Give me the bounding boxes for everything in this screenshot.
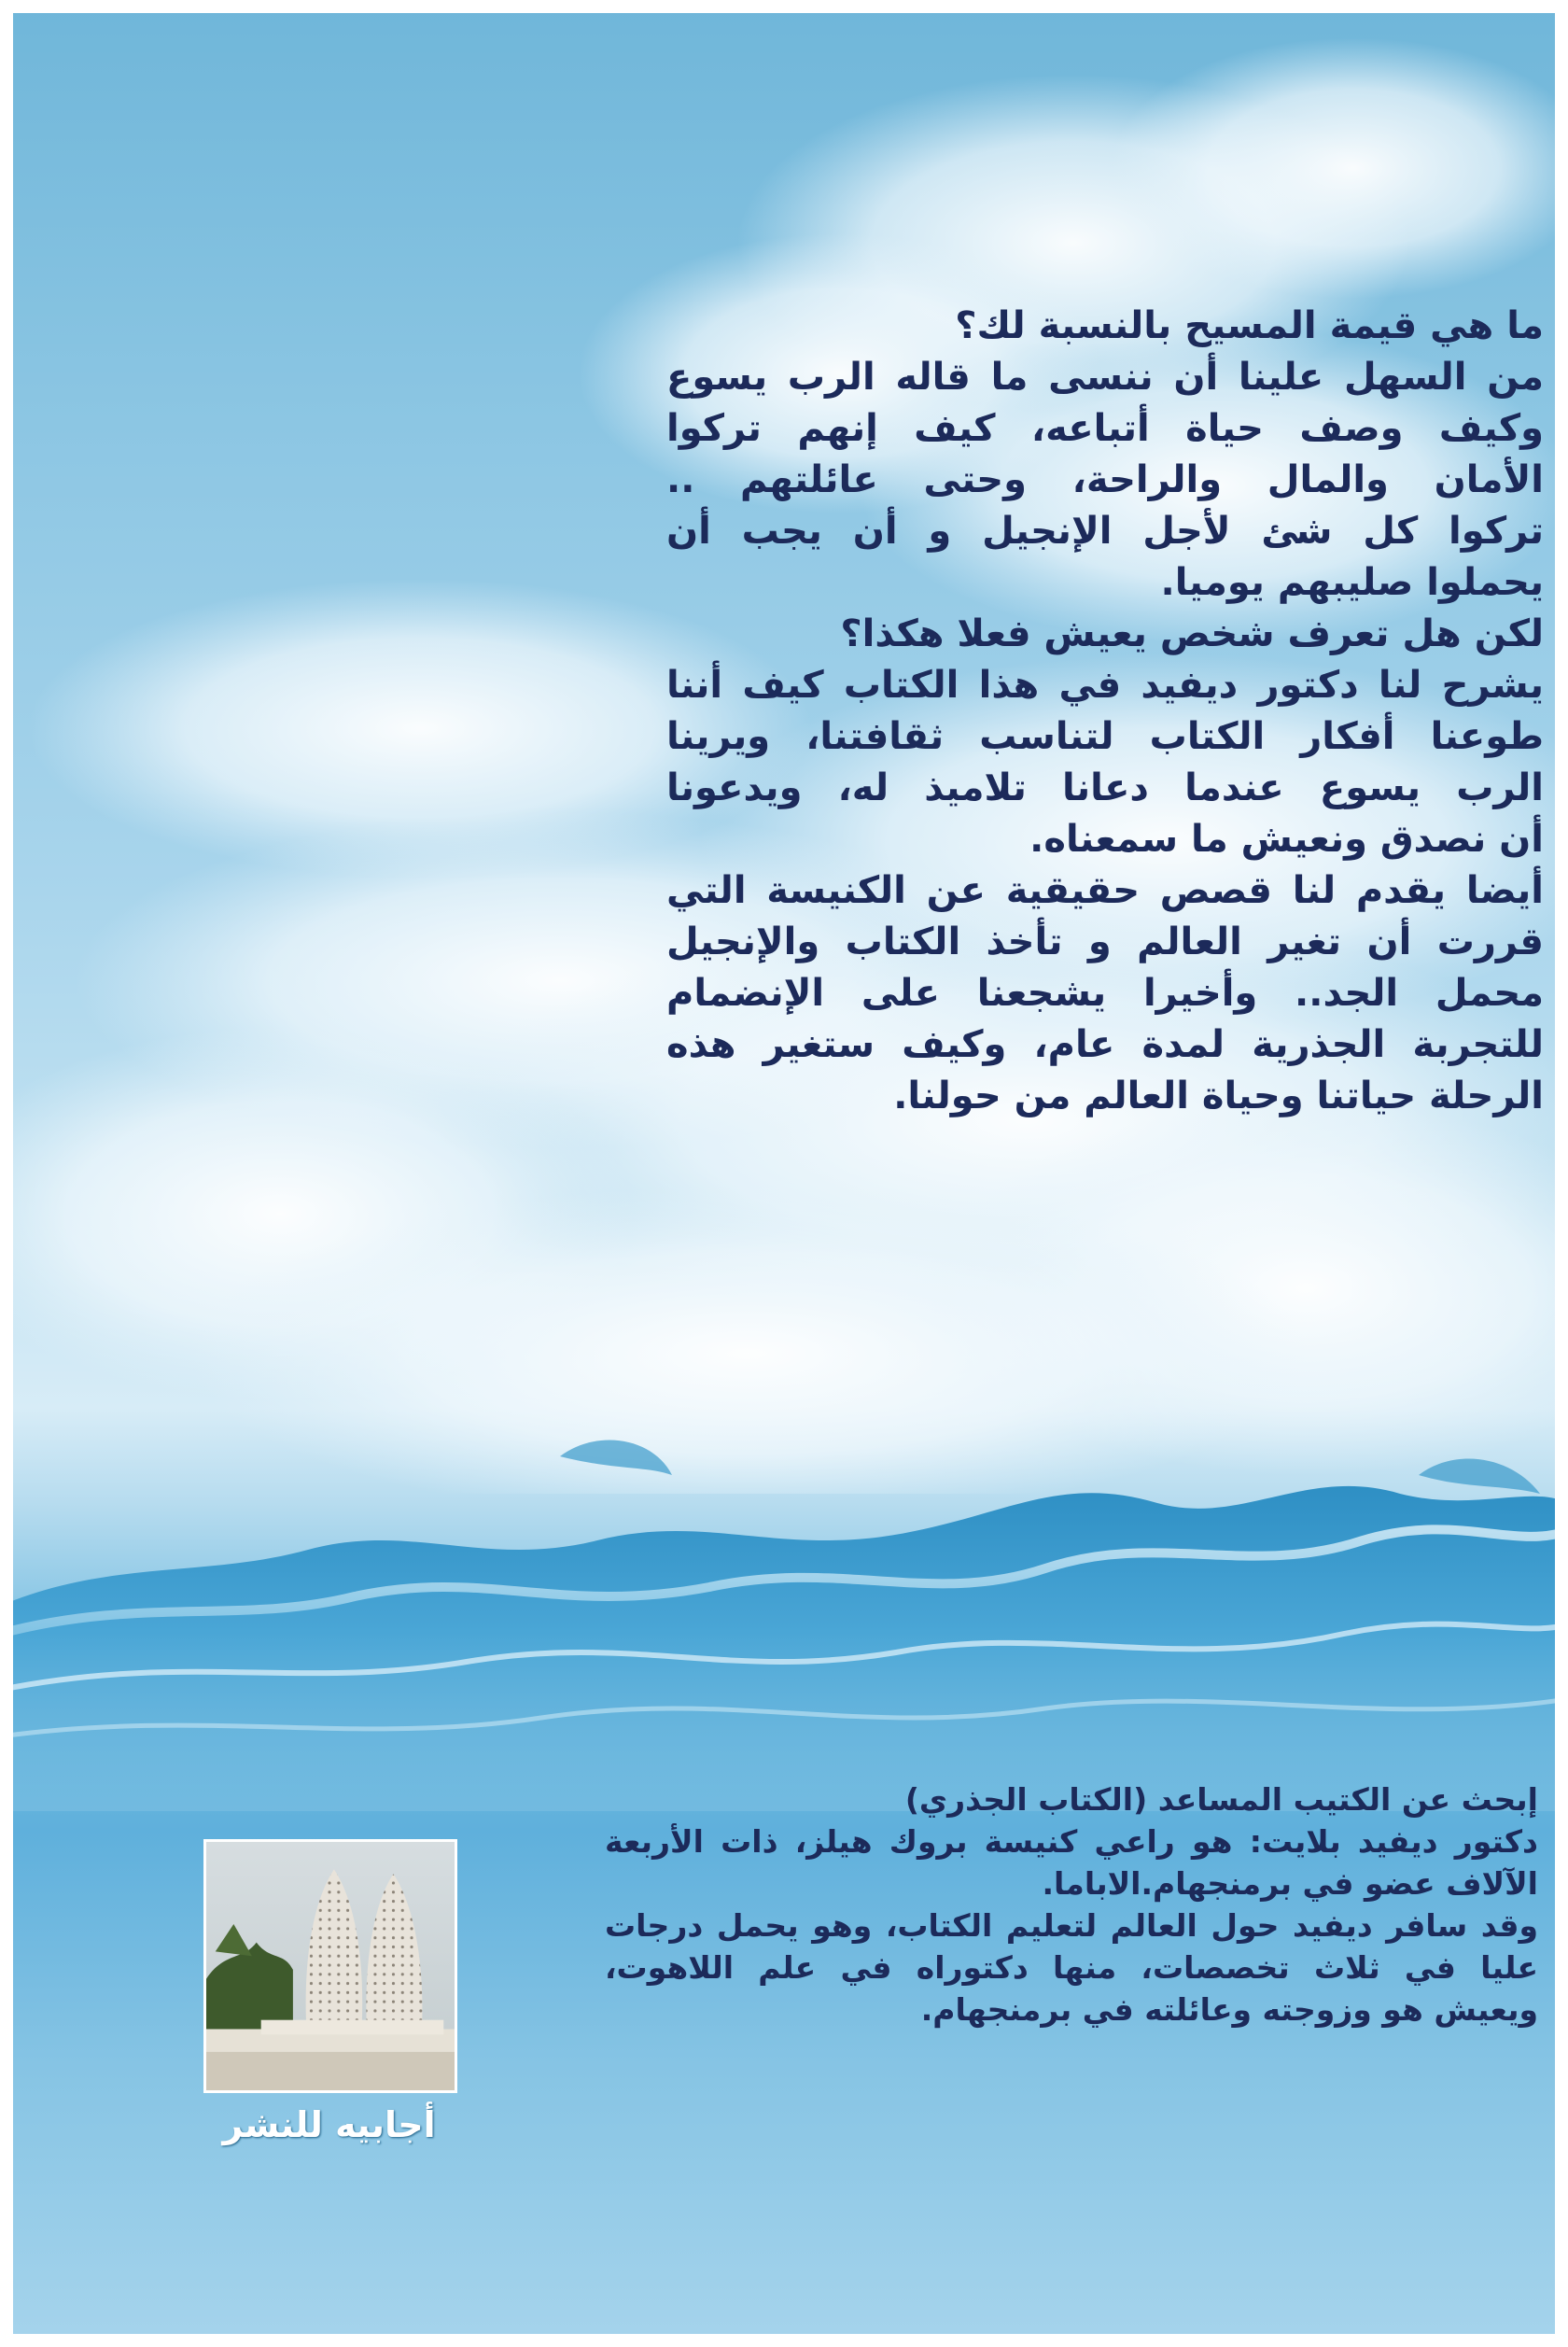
publisher-name: أجابيه للنشر [222, 2104, 436, 2145]
blurb-line: ما هي قيمة المسيح بالنسبة لك؟ [955, 304, 1544, 347]
blurb-line: أيضا يقدم لنا قصص حقيقية عن الكنيسة التي [666, 869, 1544, 912]
blurb-line: من السهل علينا أن ننسى ما قاله الرب يسوع [666, 356, 1544, 399]
author-bio-line: عليا في ثلاث تخصصات، منها دكتوراه في علم اللاهوت، [605, 1949, 1538, 1986]
blurb-line: لكن هل تعرف شخص يعيش فعلا هكذا؟ [840, 612, 1544, 655]
blurb-line: محمل الجد.. وأخيرا يشجعنا على الإنضمام [666, 972, 1544, 1015]
author-bio-line: وقد سافر ديفيد حول العالم لتعليم الكتاب، وهو يحمل درجات [605, 1907, 1538, 1944]
dovecote-towers-photo [203, 1839, 457, 2093]
blurb-line: وكيف وصف حياة أتباعه، كيف إنهم تركوا [666, 407, 1544, 450]
blurb-line: الرحلة حياتنا وحياة العالم من حولنا. [893, 1075, 1544, 1117]
blurb-line: أن نصدق ونعيش ما سمعناه. [1029, 818, 1544, 861]
author-bio-line: إبحث عن الكتيب المساعد (الكتاب الجذري) [904, 1781, 1538, 1818]
author-bio-line: الآلاف عضو في برمنجهام.الاباما. [1042, 1865, 1538, 1902]
blurb-line: طوعنا أفكار الكتاب لتناسب ثقافتنا، ويرينا [666, 715, 1544, 758]
blurb-line: يشرح لنا دكتور ديفيد في هذا الكتاب كيف أننا [666, 664, 1544, 707]
blurb-line: تركوا كل شئ لأجل الإنجيل و أن يجب أن [666, 510, 1544, 553]
blurb-text [666, 301, 1544, 1122]
author-bio-text [605, 1778, 1538, 2031]
blurb-line: الأمان والمال والراحة، وحتى عائلتهم .. [666, 458, 1544, 501]
author-bio-line: دكتور ديفيد بلايت: هو راعي كنيسة بروك هيلز، ذات الأربعة [605, 1823, 1538, 1860]
blurb-line: يحملوا صليبهم يوميا. [1160, 561, 1544, 604]
blurb-line: الرب يسوع عندما دعانا تلاميذ له، ويدعونا [666, 766, 1544, 809]
blurb-line: للتجربة الجذرية لمدة عام، وكيف ستغير هذه [666, 1023, 1544, 1066]
author-bio-line: ويعيش هو وزوجته وعائلته في برمنجهام. [920, 1991, 1538, 2028]
blurb-line: قررت أن تغير العالم و تأخذ الكتاب والإنجيل [666, 921, 1544, 963]
